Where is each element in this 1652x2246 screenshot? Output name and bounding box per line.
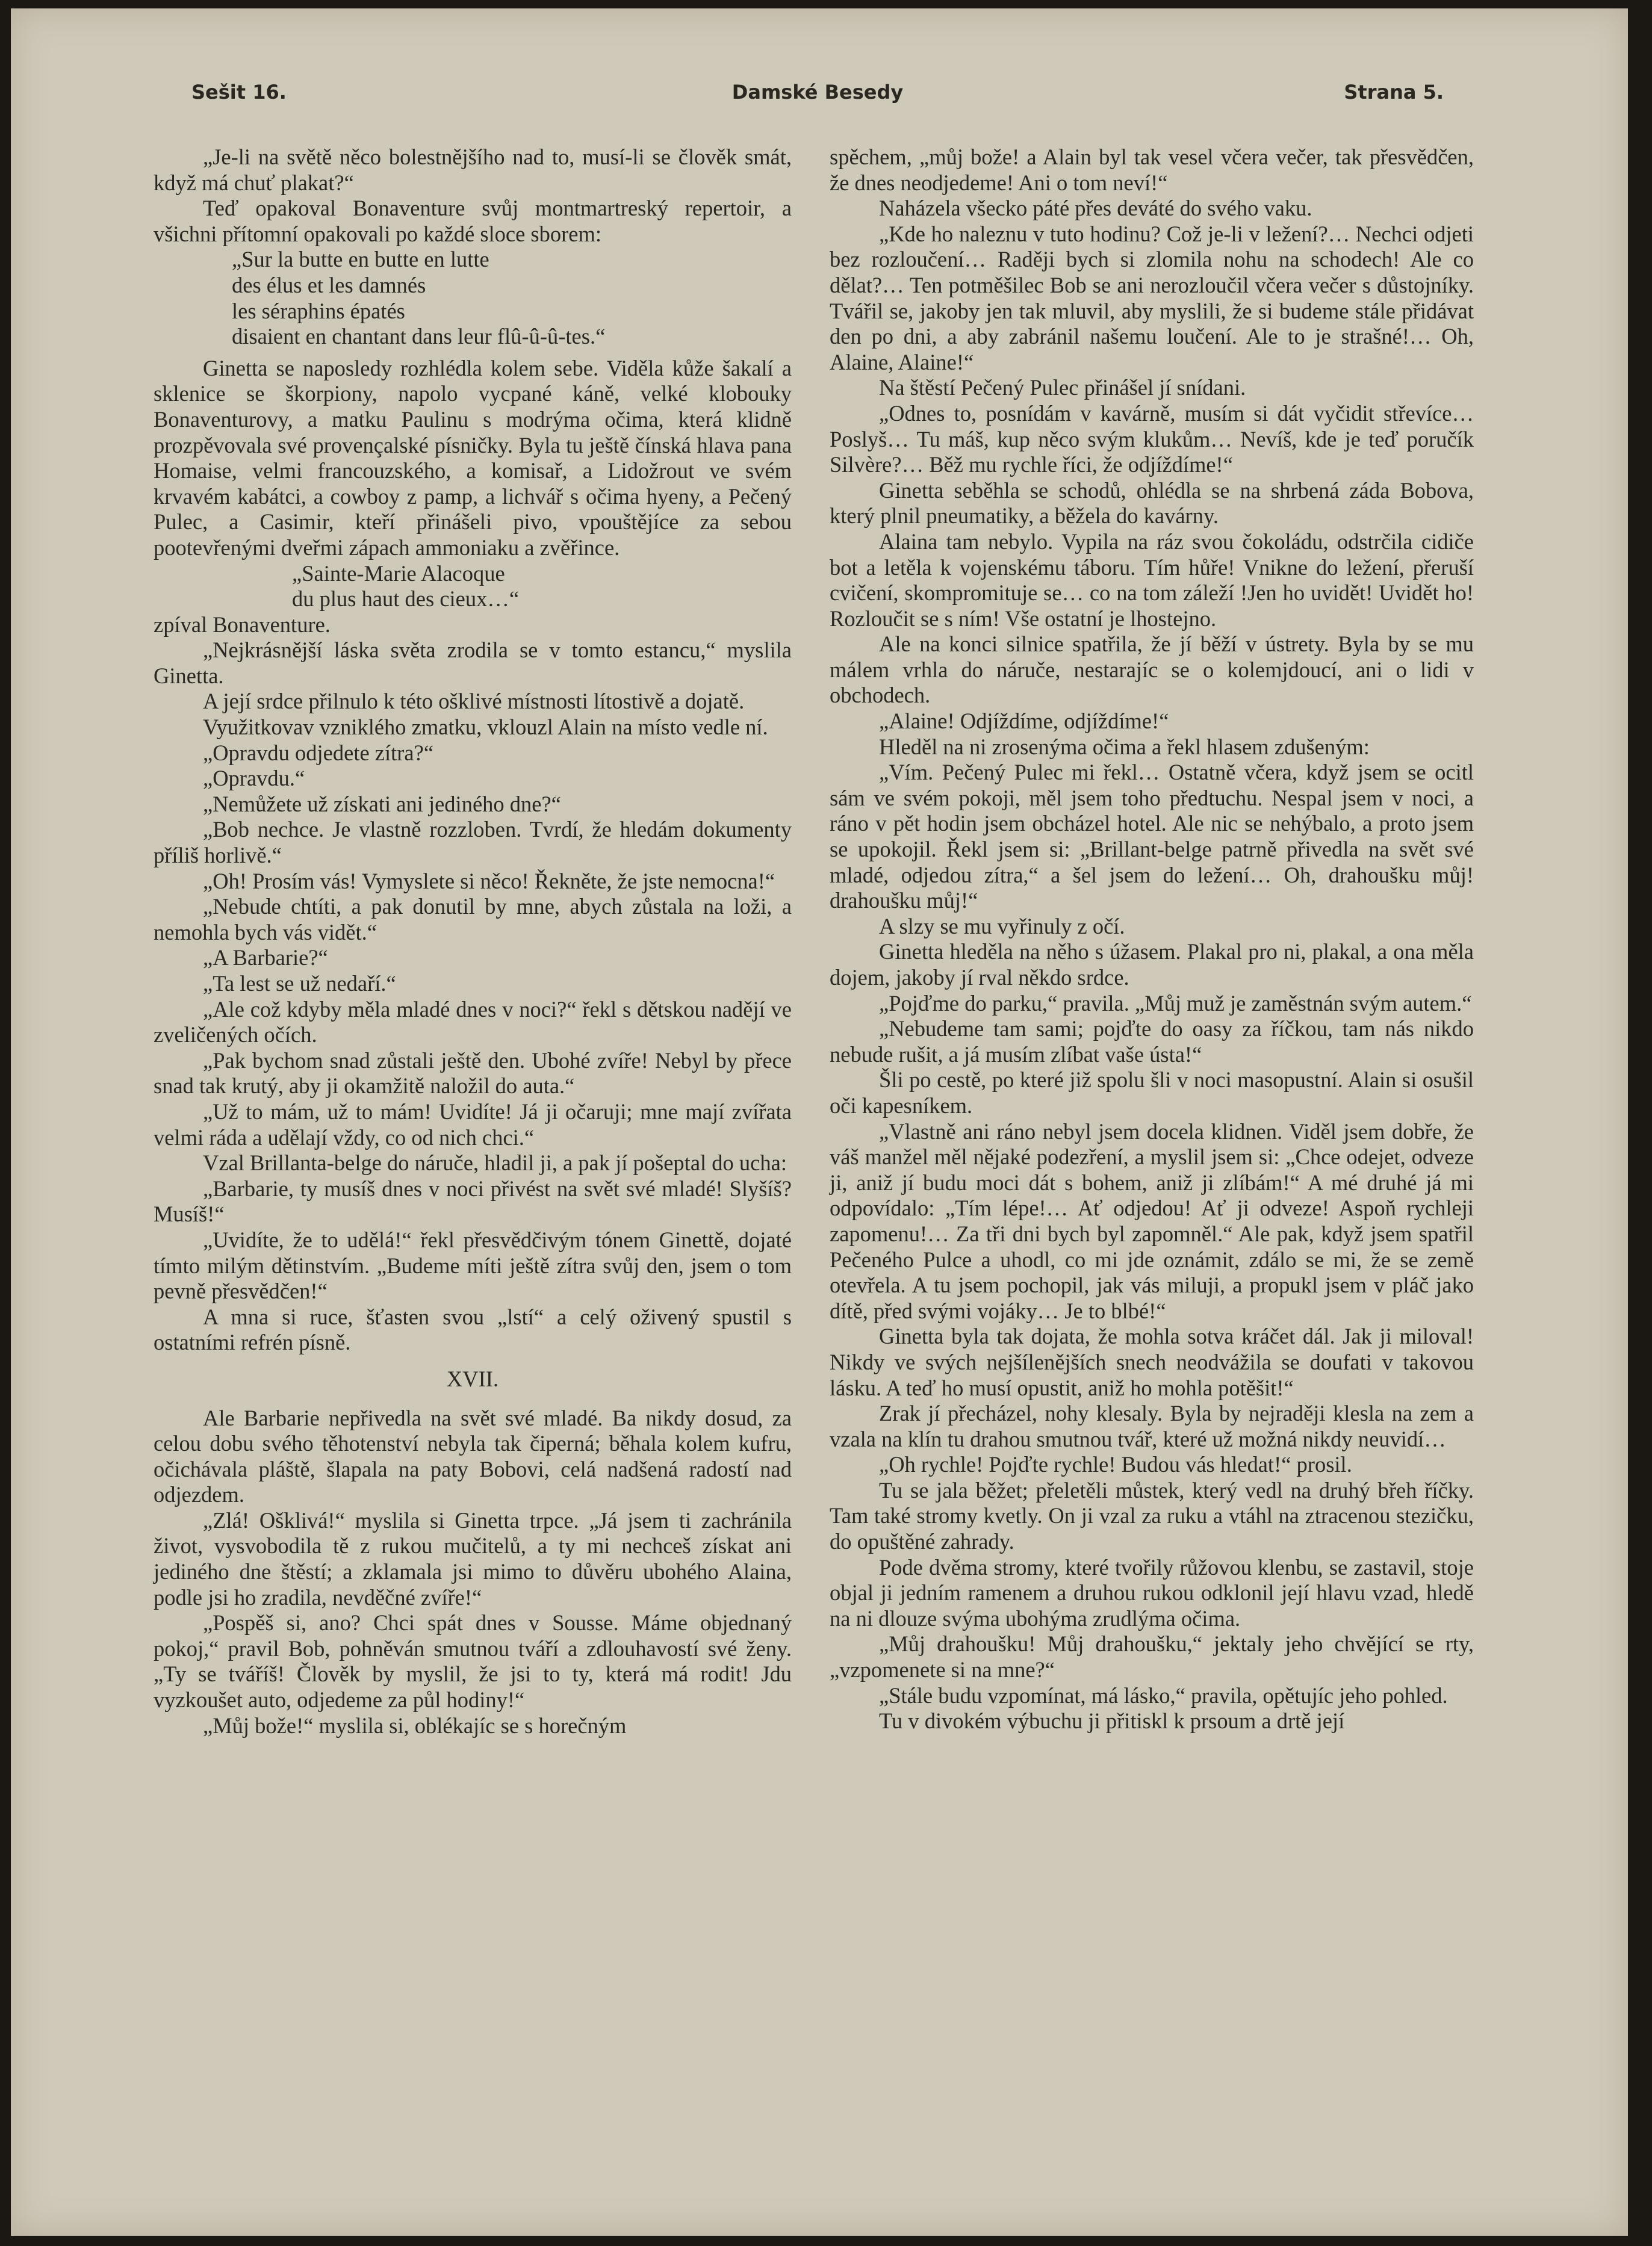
verse-line: du plus haut des cieux…“ (292, 586, 520, 612)
paragraph: A mna si ruce, šťasten svou „lstí“ a celý oživený spustil s ostatními refrén písně. (154, 1304, 792, 1355)
paragraph: „Nebudeme tam sami; pojďte do oasy za říčkou, tam nás nikdo nebude rušit, a já musím zlíbat vaše ústa!“ (830, 1016, 1474, 1067)
paragraph: „Nejkrásnější láska světa zrodila se v tomto estancu,“ myslila Ginetta. (154, 638, 792, 688)
paragraph: „Oh! Prosím vás! Vymyslete si něco! Řekněte, že jste nemocna!“ (203, 868, 775, 893)
song-verse (154, 247, 792, 349)
paragraph: „Vím. Pečený Pulec mi řekl… Ostatně včera, když jsem se ocitl sám ve svém pokoji, měl jsem toho předtuchu. Nespal jsem v noci, a ráno v pět hodin jsem obcházel hotel. Ale nic se nehýbalo, a proto jsem se upokojil. Řekl jsem si: „Brillant-belge patrně přivedla na svět své mladé, odjedou zítra,“ a šel jsem do ležení… Oh, drahoušku můj! drahoušku můj!“ (830, 760, 1474, 913)
issue-number: Sešit 16. (191, 81, 287, 104)
paragraph: „Vlastně ani ráno nebyl jsem docela klidnen. Viděl jsem dobře, že váš manžel měl nějaké podezření, a myslil jsem si: „Chce odejet, odveze ji, aniž jí budu moci dát s bohem, aniž ji zlíbám!“ A mé druhé já mi odpovídalo: „Tím lépe!… Ať odjedou! Ať ji odveze! Aspoň rychleji zapomenu!… Za tři dni bych byl zapomněl.“ Ale pak, když jsem spatřil Pečeného Pulce a uhodl, co mi jde oznámit, zdálo se mi, že se země otevřela. A tu jsem pochopil, jak vás miluji, a propukl jsem v pláč jako dítě, před svými vojáky… Je to blbé!“ (830, 1118, 1474, 1323)
paragraph: „Pak bychom snad zůstali ještě den. Ubohé zvíře! Nebyl by přece snad tak krutý, aby ji okamžitě naložil do auta.“ (154, 1047, 792, 1099)
paragraph: „Barbarie, ty musíš dnes v noci přivést na svět své mladé! Slyšíš? Musíš!“ (154, 1176, 792, 1227)
paragraph: „Ale což kdyby měla mladé dnes v noci?“ řekl s dětskou nadějí ve zveličených očích. (154, 996, 792, 1047)
paragraph: Teď opakoval Bonaventure svůj montmartreský repertoir, a všichni přítomní opakovali po každé sloce sborem: (154, 196, 792, 246)
paragraph: Naházela všecko páté přes deváté do svého vaku. (879, 196, 1312, 221)
paragraph: „Kde ho naleznu v tuto hodinu? Což je-li v ležení?… Nechci odjeti bez rozloučení… Raději bych si zlomila nohu na schodech! Ale co dělat?… Ten potměšilec Bob se ani nerozloučil včera večer s důstojníky. Tvářil se, jakoby jen tak mluvil, aby myslili, že si budeme stále přidávat den po dni, a aby zabránil našemu loučení. Ale to je strašné!… Oh, Alaine, Alaine!“ (830, 221, 1474, 374)
paragraph: „Můj drahoušku! Můj drahoušku,“ jektaly jeho chvějící se rty, „vzpomenete si na mne?“ (830, 1631, 1474, 1683)
page-number: Strana 5. (1344, 81, 1444, 104)
paragraph: Na štěstí Pečený Pulec přinášel jí snídani. (879, 375, 1246, 400)
paragraph: „Odnes to, posnídám v kavárně, musím si dát vyčidit střevíce… Poslyš… Tu máš, kup něco svým klukům… Nevíš, kde je teď poručík Silvère?… Běž mu rychle říci, že odjíždíme!“ (830, 400, 1474, 477)
paragraph: Ginetta byla tak dojata, že mohla sotva kráčet dál. Jak ji miloval! Nikdy ve svých nejšílenějších snech neodvážila se doufati v takovou lásku. A teď ho musí opustit, aniž ho mohla potěšit!“ (830, 1324, 1474, 1400)
song-verse (154, 561, 792, 612)
paragraph: Vzal Brillanta-belge do náruče, hladil ji, a pak jí pošeptal do ucha: (203, 1150, 787, 1176)
paragraph: „Nemůžete už získati ani jediného dne?“ (203, 791, 561, 816)
paragraph: „Uvidíte, že to udělá!“ řekl přesvědčivým tónem Ginettě, dojaté tímto milým dětinstvím. „Budeme míti ještě zítra svůj den, jsem o tom pevně přesvědčen!“ (154, 1227, 792, 1304)
paragraph: Ginetta se naposledy rozhlédla kolem sebe. Viděla kůže šakalí a sklenice se škorpiony, napolo vycpané káně, velké klobouky Bonaventurovy, a matku Paulinu s modrýma očima, která klidně prozpěvovala své provençalské písničky. Byla tu ještě čínská hlava pana Homaise, velmi francouzského, a komisař, a Lidožrout ve svém krvavém kabátci, a cowboy z pamp, a lichvář s očima hyeny, a Pečený Pulec, a Casimir, kteří přinášeli pivo, vpouštějíce za sebou pootevřenými dveřmi zápach ammoniaku a zvěřince. (154, 355, 792, 560)
paragraph: „Ta lest se už nedaří.“ (203, 971, 396, 996)
verse-line: les séraphins épatés (232, 298, 405, 323)
paragraph: Využitkovav vzniklého zmatku, vklouzl Alain na místo vedle ní. (203, 715, 768, 740)
paragraph: „Nebude chtíti, a pak donutil by mne, abych zůstala na loži, a nemohla bych vás vidět.“ (154, 894, 792, 945)
paragraph: Ginetta seběhla se schodů, ohlédla se na shrbená záda Bobova, který plnil pneumatiky, a běžela do kavárny. (830, 477, 1474, 529)
paragraph: „Můj bože!“ myslila si, oblékajíc se s horečným (203, 1713, 627, 1738)
right-column (830, 144, 1474, 1734)
left-column (154, 144, 792, 1739)
verse-line: „Sur la butte en butte en lutte (232, 247, 489, 272)
paragraph: „Zlá! Ošklivá!“ myslila si Ginetta trpce. „Já jsem ti zachránila život, vysvobodila tě z rukou mučitelů, a ty mi nechceš získat ani jediného dne štěstí; a zklamala jsi mimo to důvěru ubohého Alaina, podle jsi ho zradila, nevděčné zvíře!“ (154, 1507, 792, 1610)
paragraph: Ginetta hleděla na něho s úžasem. Plakal pro ni, plakal, a ona měla dojem, jakoby jí rval někdo srdce. (830, 939, 1474, 990)
paragraph: „Pospěš si, ano? Chci spát dnes v Sousse. Máme objednaný pokoj,“ pravil Bob, pohněván smutnou tváří a zdlouhavostí své ženy. „Ty se tváříš! Člověk by myslil, že jsi to ty, která má rodit! Jdu vyzkoušet auto, odjedeme za půl hodiny!“ (154, 1610, 792, 1713)
paragraph: Šli po cestě, po které již spolu šli v noci masopustní. Alain si osušil oči kapesníkem. (830, 1067, 1474, 1118)
paragraph: „Oh rychle! Pojďte rychle! Budou vás hledat!“ prosil. (879, 1452, 1352, 1477)
paragraph: „Opravdu odjedete zítra?“ (203, 740, 434, 765)
running-header (179, 81, 1456, 117)
paragraph: A slzy se mu vyřinuly z očí. (879, 913, 1125, 938)
magazine-title: Damské Besedy (731, 81, 904, 104)
paragraph: spěchem, „můj bože! a Alain byl tak vesel včera večer, tak přesvědčen, že dnes neodjedeme! Ani o tom neví!“ (830, 144, 1474, 195)
paragraph: Alaina tam nebylo. Vypila na ráz svou čokoládu, odstrčila cidiče bot a letěla k vojenskému táboru. Tím hůře! Vnikne do ležení, přeruší cvičení, skompromituje se… co na tom záleží !Jen ho uvidět! Uvidět ho! Rozloučit se s ním! Vše ostatní je lhostejno. (830, 529, 1474, 631)
paragraph: Tu v divokém výbuchu ji přitiskl k prsoum a drtě její (879, 1708, 1345, 1734)
paragraph: A její srdce přilnulo k této ošklivé místnosti lítostivě a dojatě. (203, 689, 745, 714)
paragraph: „Bob nechce. Je vlastně rozzloben. Tvrdí, že hledám dokumenty příliš horlivě.“ (154, 817, 792, 868)
paragraph: „Už to mám, už to mám! Uvidíte! Já ji očaruji; mne mají zvířata velmi ráda a udělají vždy, co od nich chci.“ (154, 1099, 792, 1150)
paragraph: Pode dvěma stromy, které tvořily růžovou klenbu, se zastavil, stoje objal ji jedním ramenem a druhou rukou odklonil její hlavu vzad, hledě na ni dlouze svýma ubohýma zrudlýma očima. (830, 1554, 1474, 1631)
paragraph: „Pojďme do parku,“ pravila. „Můj muž je zaměstnán svým autem.“ (879, 990, 1472, 1016)
paragraph: Tu se jala běžet; přeletěli můstek, který vedl na druhý břeh říčky. Tam také stromy kvetly. On ji vzal za ruku a vtáhl na ztracenou stezičku, do opuštěné zahrady. (830, 1477, 1474, 1554)
verse-line: disaient en chantant dans leur flû-û-û-tes.“ (232, 324, 606, 349)
paragraph: „Je-li na světě něco bolestnějšího nad to, musí-li se člověk smát, když má chuť plakat?“ (154, 144, 792, 195)
paragraph: Ale na konci silnice spatřila, že jí běží v ústrety. Byla by se mu málem vrhla do náruče, nestarajíc se o kolemjdoucí, ani o lidi v obchodech. (830, 631, 1474, 708)
verse-line: „Sainte-Marie Alacoque (292, 560, 505, 586)
paragraph: Hleděl na ni zrosenýma očima a řekl hlasem zdušeným: (879, 734, 1370, 759)
paragraph: Zrak jí přecházel, nohy klesaly. Byla by nejraději klesla na zem a vzala na klín tu drahou smutnou tvář, které už možná nikdy neuvidí… (830, 1401, 1474, 1451)
paragraph: „A Barbarie?“ (203, 945, 328, 970)
verse-line: des élus et les damnés (232, 272, 426, 297)
paragraph: „Stále budu vzpomínat, má lásko,“ pravila, opětujíc jeho pohled. (879, 1683, 1448, 1708)
paragraph: „Opravdu.“ (203, 766, 305, 791)
paragraph: Ale Barbarie nepřivedla na svět své mladé. Ba nikdy dosud, za celou dobu svého těhotenství nebyla tak čiperná; běhala kolem kufru, očichávala pláště, šlapala na paty Bobovi, celá nadšená radostí nad odjezdem. (154, 1405, 792, 1507)
chapter-heading: XVII. (446, 1366, 499, 1391)
paragraph: „Alaine! Odjíždíme, odjíždíme!“ (879, 709, 1169, 734)
paragraph: zpíval Bonaventure. (154, 612, 331, 637)
